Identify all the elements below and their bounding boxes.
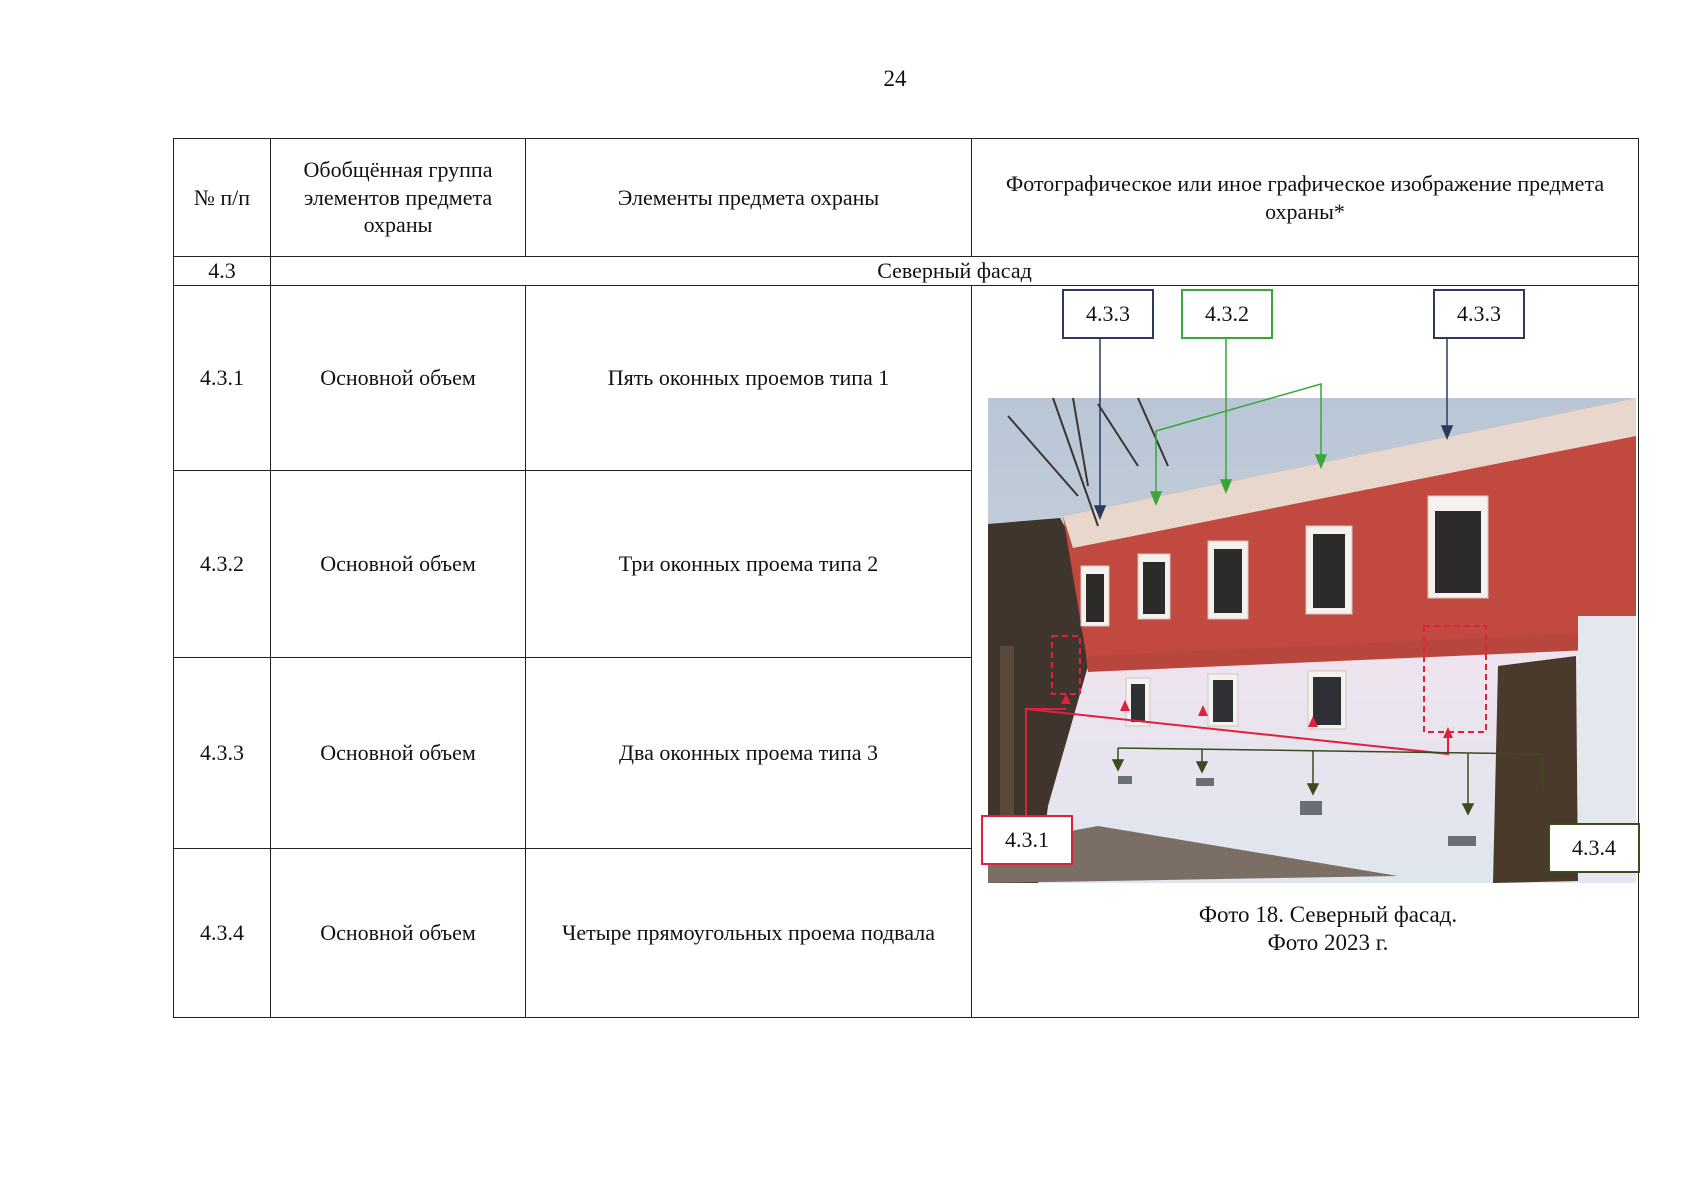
- page-number: 24: [883, 66, 907, 91]
- callout-4-3-1: 4.3.1: [981, 815, 1073, 865]
- protection-table: [173, 138, 1639, 1018]
- section-row: [174, 257, 1639, 286]
- header-image: Фотографическое или иное графическое изображение предмета охраны*: [972, 139, 1639, 257]
- row-element: Два оконных проема типа 3: [526, 658, 972, 849]
- photo-figure: [978, 286, 1632, 1017]
- caption-line-2: Фото 2023 г.: [1267, 929, 1389, 955]
- caption-line-1: Фото 18. Северный фасад.: [1198, 901, 1458, 927]
- section-title: Северный фасад: [271, 257, 1639, 286]
- row-number: 4.3.2: [174, 470, 271, 657]
- photo-caption: [1128, 901, 1528, 957]
- callout-4-3-2: 4.3.2: [1181, 289, 1273, 339]
- callout-4-3-3-right: 4.3.3: [1433, 289, 1525, 339]
- table-header-row: [174, 139, 1639, 257]
- row-group: Основной объем: [271, 285, 526, 470]
- row-group: Основной объем: [271, 849, 526, 1017]
- row-group: Основной объем: [271, 470, 526, 657]
- header-number: № п/п: [174, 139, 271, 257]
- row-group: Основной объем: [271, 658, 526, 849]
- section-number: 4.3: [174, 257, 271, 286]
- callout-4-3-4: 4.3.4: [1548, 823, 1640, 873]
- row-number: 4.3.1: [174, 285, 271, 470]
- header-elements: Элементы предмета охраны: [526, 139, 972, 257]
- row-element: Четыре прямоугольных проема подвала: [526, 849, 972, 1017]
- row-number: 4.3.4: [174, 849, 271, 1017]
- row-element: Пять оконных проемов типа 1: [526, 285, 972, 470]
- row-element: Три оконных проема типа 2: [526, 470, 972, 657]
- callout-4-3-3-left: 4.3.3: [1062, 289, 1154, 339]
- header-group: Обобщённая группа элементов предмета охраны: [271, 139, 526, 257]
- table-row: [174, 285, 1639, 470]
- row-number: 4.3.3: [174, 658, 271, 849]
- photo-cell: [972, 285, 1639, 1017]
